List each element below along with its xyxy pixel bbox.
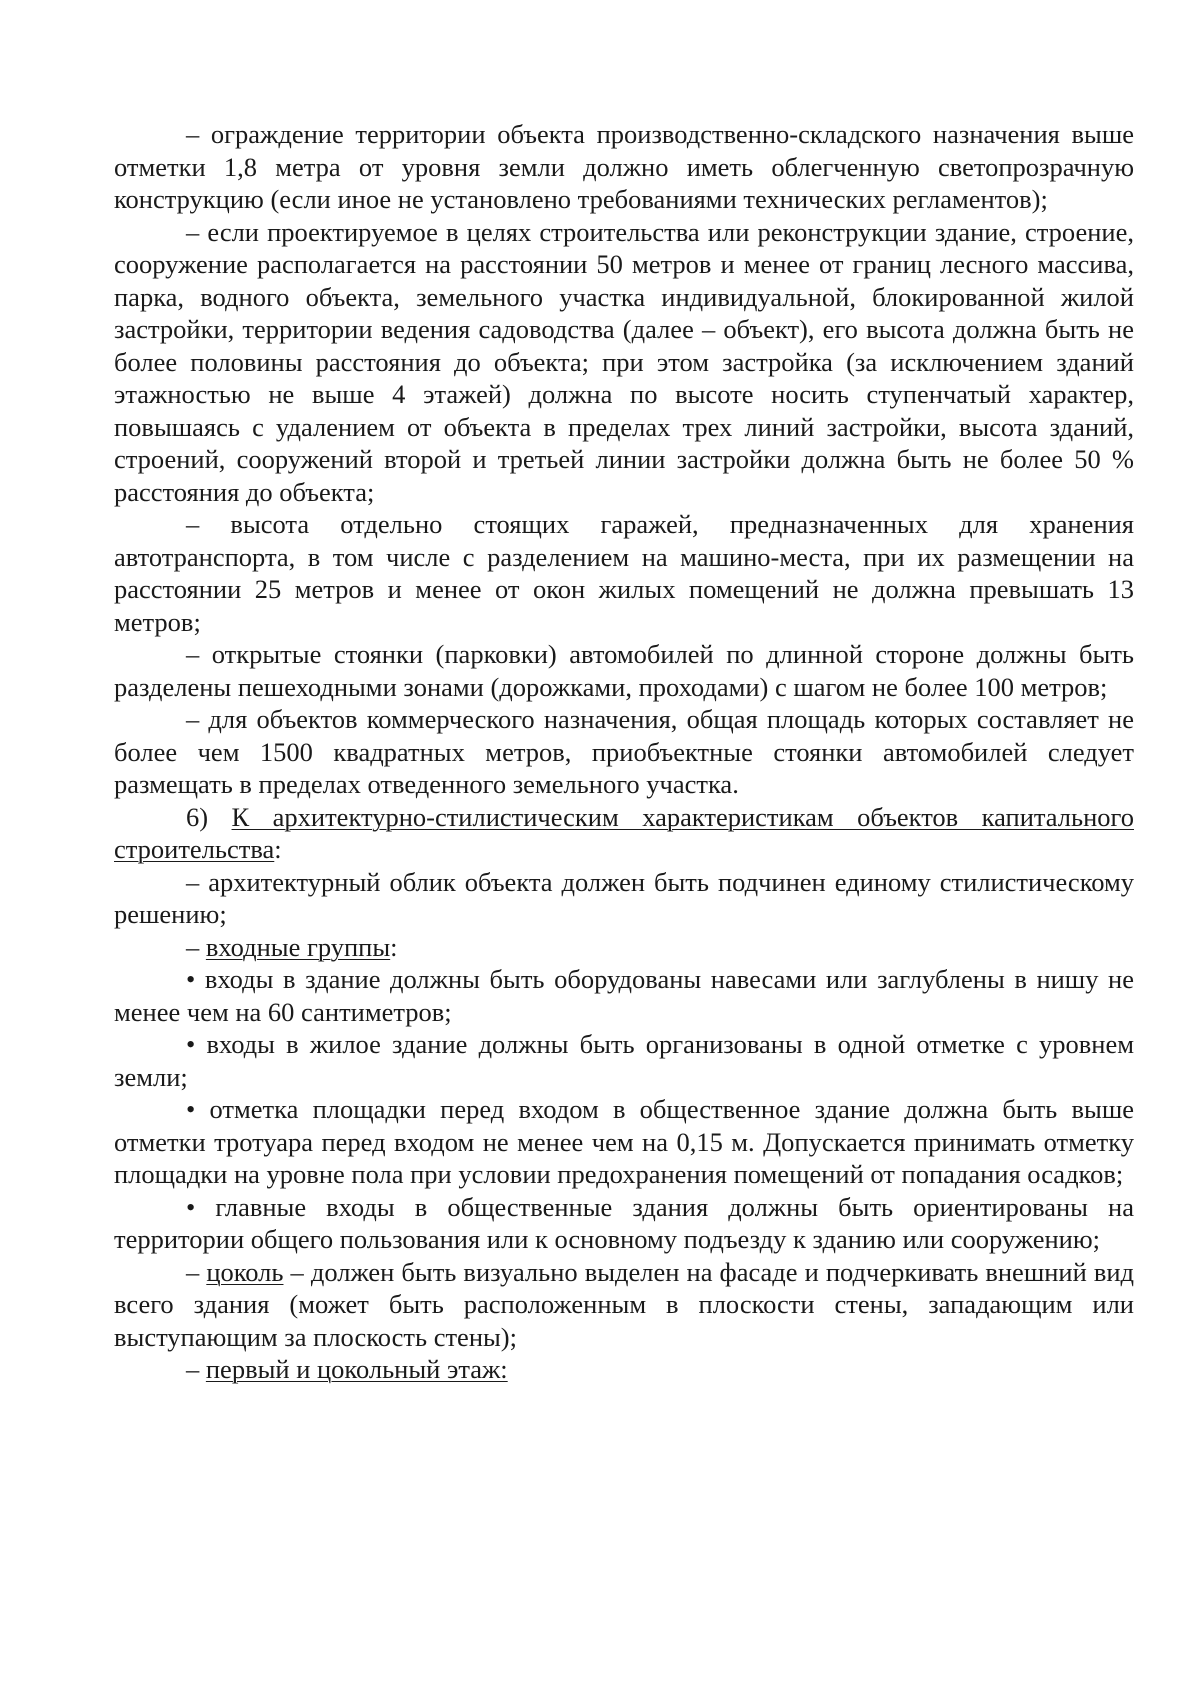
plinth-term-underlined: цоколь [206,1256,284,1287]
bullet-public-entrance-platform: • отметка площадки перед входом в общественное здание должна быть выше отметки тротуара перед входом не менее чем на 0,15 м. Допускается принимать отметку площадки на уровне пола при условии предохранения помещений от попадания осадков; [114,1094,1134,1189]
first-floor-dash: – [186,1354,206,1384]
paragraph-commercial-parking: – для объектов коммерческого назначения, общая площадь которых составляет не более чем 1500 квадратных метров, приобъектные стоянки автомобилей следует размещать в пределах отведенного земельного участка. [114,704,1134,799]
section-heading-architectural [114,801,1134,866]
subheading-entrance-groups [114,931,1134,964]
subheading-colon: : [390,931,398,962]
subheading-entrance-groups-title: входные группы [205,931,391,962]
plinth-dash: – [186,1256,207,1287]
paragraph-fence: – ограждение территории объекта производственно-складского назначения выше отметки 1,8 метра от уровня земли должно иметь облегченную светопрозрачную конструкцию (если иное не установлено требованиями технических регламентов); [114,119,1134,214]
section-title-underlined: К архитектурно-стилистическим характеристикам объектов капитального строительства [114,801,1134,864]
paragraph-architectural-appearance: – архитектурный облик объекта должен быть подчинен единому стилистическому решению; [114,866,1134,929]
bullet-main-entrances-orientation: • главные входы в общественные здания должны быть ориентированы на территории общего пользования или к основному подъезду к зданию или сооружению; [114,1191,1134,1254]
bullet-entrance-canopies: • входы в здание должны быть оборудованы навесами или заглублены в нишу не менее чем на 60 сантиметров; [114,964,1134,1027]
first-floor-title-underlined: первый и цокольный этаж: [205,1354,508,1384]
paragraph-plinth [114,1256,1134,1354]
bullet-residential-entrance-level: • входы в жилое здание должны быть организованы в одной отметке с уровнем земли; [114,1029,1134,1092]
subheading-dash: – [186,931,206,962]
paragraph-garage-height: – высота отдельно стоящих гаражей, предназначенных для хранения автотранспорта, в том числе с разделением на машино-места, при их размещении на расстоянии 25 метров и менее от окон жилых помещений не должна превышать 13 метров; [114,509,1134,637]
document-body [114,118,1134,1386]
paragraph-building-height: – если проектируемое в целях строительства или реконструкции здание, строение, сооружение располагается на расстоянии 50 метров и менее от границ лесного массива, парка, водного объекта, земельного участка индивидуальной, блокированной жилой застройки, территории ведения садоводства (далее – объект), его высота должна быть не более половины расстояния до объекта; при этом застройка (за исключением зданий этажностью не выше 4 этажей) должна по высоте носить ступенчатый характер, повышаясь с удалением от объекта в пределах трех линий застройки, высота зданий, строений, сооружений второй и третьей линии застройки должна быть не более 50 % расстояния до объекта; [114,216,1134,507]
section-number: 6) [186,801,232,832]
section-title-colon: : [274,834,282,864]
plinth-description: – должен быть визуально выделен на фасаде и подчеркивать внешний вид всего здания (может быть расположенным в плоскости стены, западающим или выступающим за плоскость стены); [114,1256,1135,1352]
subheading-first-floor [114,1353,1134,1386]
paragraph-parking-zones: – открытые стоянки (парковки) автомобилей по длинной стороне должны быть разделены пешеходными зонами (дорожками, проходами) с шагом не более 100 метров; [114,639,1134,702]
